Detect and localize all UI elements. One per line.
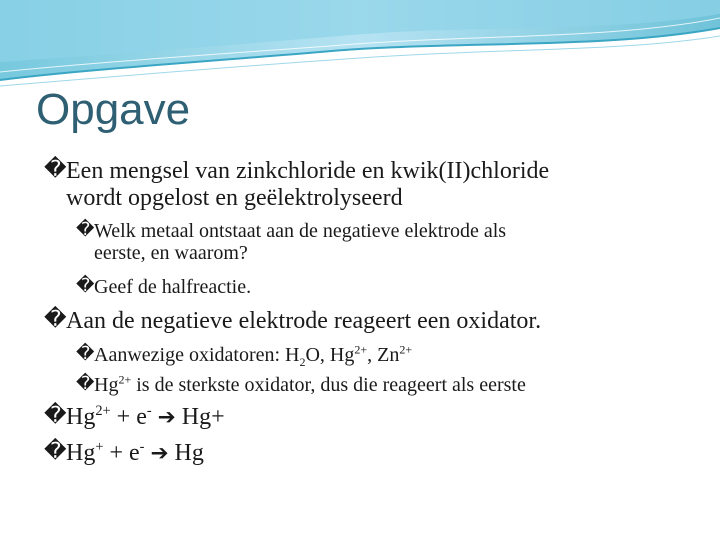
bullet-marker: � bbox=[44, 403, 67, 428]
equation-hg1-to-hg bbox=[44, 440, 444, 467]
bullet-marker: � bbox=[44, 307, 67, 332]
subbullet-half-reaction bbox=[76, 276, 696, 298]
bullet-text: Aanwezige oxidatoren: $H_2O$, $Hg^{2+}$, $Zn^{2+}$ bbox=[94, 342, 413, 369]
bullet-line: wordt opgelost en geëlektrolyseerd bbox=[66, 184, 403, 211]
bullet-text: $Hg^{2+}$ is de sterkste oxidator, dus die reageert als eerste bbox=[94, 372, 526, 396]
bullet-marker: � bbox=[44, 439, 67, 464]
bullet-text: Geef de halfreactie. bbox=[94, 276, 252, 298]
bullet-oxidator bbox=[44, 308, 694, 335]
bullet-marker: � bbox=[76, 219, 95, 240]
arrow-icon: ➔ bbox=[150, 441, 169, 466]
subbullet-oxidators-present bbox=[76, 342, 696, 369]
bullet-marker: � bbox=[76, 373, 95, 394]
bullet-text: Aan de negatieve elektrode reageert een oxidator. bbox=[66, 308, 542, 334]
bullet-line: Een mengsel van zinkchloride en kwik(II)chloride bbox=[66, 158, 550, 184]
equation-hg2-to-hg1 bbox=[44, 404, 444, 431]
bullet-marker: � bbox=[76, 275, 95, 296]
bullet-marker: � bbox=[76, 343, 95, 364]
subbullet-strongest-oxidator bbox=[76, 374, 706, 396]
arrow-icon: ➔ bbox=[157, 405, 176, 430]
slide-title: Opgave bbox=[36, 85, 191, 134]
equation-text: Hg+ + e- ➔ Hg bbox=[66, 439, 204, 466]
bullet-line: eerste, en waarom? bbox=[94, 242, 248, 265]
bullet-line: Welk metaal ontstaat aan de negatieve elektrode als bbox=[94, 220, 507, 242]
bullet-text bbox=[76, 220, 696, 265]
subbullet-question-metal bbox=[76, 220, 696, 265]
bullet-marker: � bbox=[44, 157, 67, 182]
bullet-mixture bbox=[44, 158, 684, 212]
bullet-text bbox=[44, 158, 684, 212]
equation-text: $Hg^{2+} + e^-$ ➔ Hg+ bbox=[66, 403, 225, 430]
